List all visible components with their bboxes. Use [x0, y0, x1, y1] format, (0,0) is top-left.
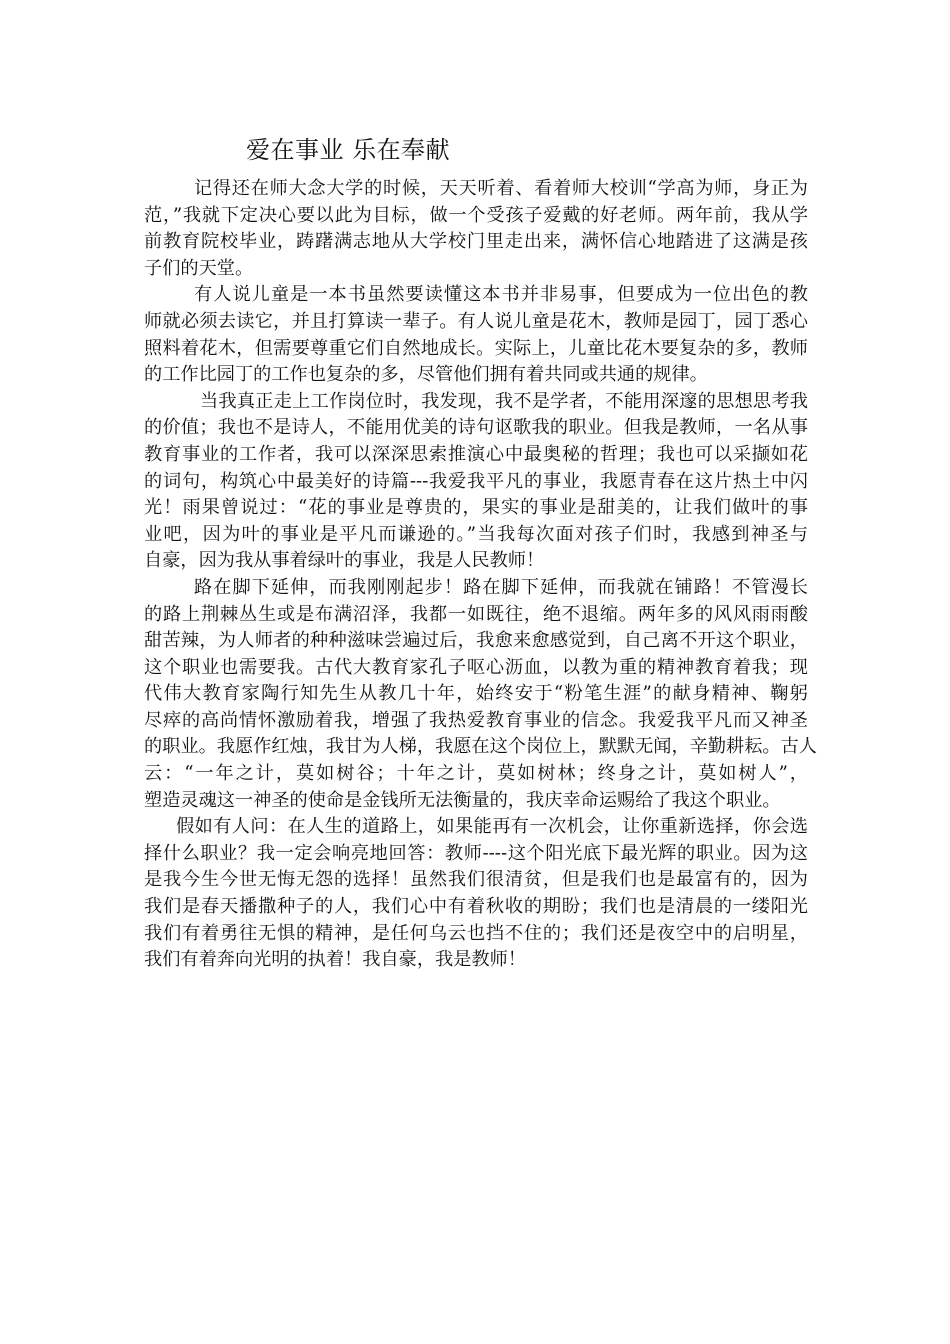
paragraph-3 [144, 389, 808, 575]
paragraph-line: 择什么职业？我一定会响亮地回答：教师----这个阳光底下最光辉的职业。因为这 [144, 842, 808, 864]
paragraph-line: 的工作比园丁的工作也复杂的多，尽管他们拥有着共同或共通的规律。 [144, 364, 708, 386]
paragraph-line: 师就必须去读它，并且打算读一辈子。有人说儿童是花木，教师是园丁，园丁悉心 [144, 310, 808, 332]
paragraph-line: 路在脚下延伸，而我刚刚起步！路在脚下延伸，而我就在铺路！不管漫长 [194, 576, 808, 598]
paragraph-line: 这个职业也需要我。古代大教育家孔子呕心沥血，以教为重的精神教育着我；现 [144, 656, 808, 678]
paragraph-line: 范，”我就下定决心要以此为目标，做一个受孩子爱戴的好老师。两年前，我从学 [144, 204, 808, 226]
paragraph-line: 的词句，构筑心中最美好的诗篇---我爱我平凡的事业，我愿青春在这片热土中闪 [144, 470, 808, 492]
paragraph-line: 的价值；我也不是诗人，不能用优美的诗句讴歌我的职业。但我是教师，一名从事 [144, 417, 808, 439]
paragraph-line: 的路上荆棘丛生或是布满沼泽，我都一如既往，绝不退缩。两年多的风风雨雨酸 [144, 603, 808, 625]
paragraph-line: 子们的天堂。 [144, 257, 254, 279]
paragraph-line: 我们有着勇往无惧的精神，是任何乌云也挡不住的；我们还是夜空中的启明星， [144, 922, 808, 944]
paragraph-line: 是我今生今世无悔无怨的选择！虽然我们很清贫，但是我们也是最富有的，因为 [144, 869, 808, 891]
paragraph-line: 尽瘁的高尚情怀激励着我，增强了我热爱教育事业的信念。我爱我平凡而又神圣 [144, 709, 808, 731]
document-title: 爱在事业 乐在奉献 [246, 136, 451, 164]
paragraph-line: 我们是春天播撒种子的人，我们心中有着秋收的期盼；我们也是清晨的一缕阳光 [144, 896, 808, 918]
paragraph-line: 塑造灵魂这一神圣的使命是金钱所无法衡量的，我庆幸命运赐给了我这个职业。 [144, 789, 781, 811]
paragraph-line: 的职业。我愿作红烛，我甘为人梯，我愿在这个岗位上，默默无闻，辛勤耕耘。古人 [144, 736, 817, 758]
paragraph-5 [144, 814, 808, 974]
paragraph-line: 假如有人问：在人生的道路上，如果能再有一次机会，让你重新选择，你会选 [176, 816, 808, 838]
paragraph-line: 前教育院校毕业，踌躇满志地从大学校门里走出来，满怀信心地踏进了这满是孩 [144, 231, 808, 253]
paragraph-1 [144, 176, 808, 282]
document-body [144, 176, 817, 974]
paragraph-2 [144, 282, 808, 388]
paragraph-line: 光！雨果曾说过：“花的事业是尊贵的，果实的事业是甜美的，让我们做叶的事 [144, 497, 808, 519]
paragraph-line: 当我真正走上工作岗位时，我发现，我不是学者，不能用深邃的思想思考我 [200, 390, 808, 412]
paragraph-line: 有人说儿童是一本书虽然要读懂这本书并非易事，但要成为一位出色的教 [194, 284, 808, 306]
paragraph-line: 甜苦辣，为人师者的种种滋味尝遍过后，我愈来愈感觉到，自己离不开这个职业， [144, 630, 808, 652]
paragraph-4 [144, 575, 817, 814]
paragraph-line: 自豪，因为我从事着绿叶的事业，我是人民教师！ [144, 550, 545, 572]
paragraph-line: 云：“一年之计，莫如树谷；十年之计，莫如树林；终身之计，莫如树人”， [144, 763, 808, 785]
paragraph-line: 教育事业的工作者，我可以深深思索推演心中最奥秘的哲理；我也可以采撷如花 [144, 443, 808, 465]
paragraph-line: 业吧，因为叶的事业是平凡而谦逊的。”当我每次面对孩子们时，我感到神圣与 [144, 523, 808, 545]
paragraph-line: 照料着花木，但需要尊重它们自然地成长。实际上，儿童比花木要复杂的多，教师 [144, 337, 808, 359]
paragraph-line: 记得还在师大念大学的时候，天天听着、看着师大校训“学高为师，身正为 [194, 178, 808, 199]
paragraph-line: 代伟大教育家陶行知先生从教几十年，始终安于“粉笔生涯”的献身精神、鞠躬 [144, 683, 808, 705]
paragraph-line: 我们有着奔向光明的执着！我自豪，我是教师！ [144, 949, 526, 971]
